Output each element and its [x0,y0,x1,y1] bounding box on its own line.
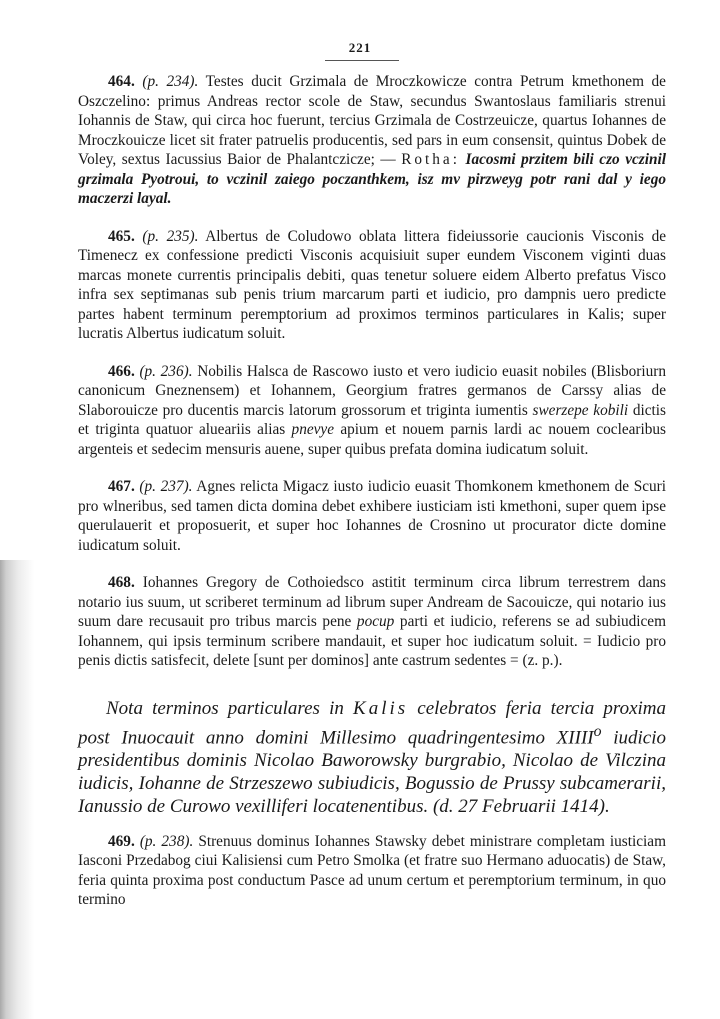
entry-text: Agnes relicta Migacz iusto iudicio euasit Thomkonem kmethonem de Scuri pro wlneribus, sed tamen dicta domina debet exhibere iusticiam isti kmethoni, super quem ipse querulauerit et proposuerit, et super hoc Iohannes de Crosnino ut procurator dicte domine iudicatum soluit. [78,478,666,554]
rotha-label: Rotha: [401,151,460,168]
scan-edge-shadow [0,560,34,1019]
entry-469 [78,832,666,910]
heading-place: Kalis [353,697,409,719]
vernacular-term: pocup [356,613,395,630]
vernacular-text: Iacosmi przitem bili czo vczinil grzimala Pyotroui, to vczinil zaiego poczanthkem, isz mv pirzweyg potr rani dal y iego maczerzi layal. [78,151,666,207]
entry-text: parti et iudicio, referens se ad subiudicem Iohannem, qui ipsis terminum scribere mandauit, et super hoc iudicatum soluit. = Iudicio pro penis dictis satisfecit, delete [sunt per dominos] ante castrum sedentes = (z. p.). [78,613,666,669]
heading-text: iudicio presidentibus dominis Nicolao Baworowsky burgrabio, Nicolao de Vilczina iudicis, Iohanne de Strzeszewo subiudicis, Bogussio de Prussy subcamerarii, Ianussio de Curowo vexilliferi locatenentibus. (d. 27 Februarii 1414). [78,726,666,817]
entry-page-ref: (p. 234). [142,73,199,90]
entry-number: 465. [108,227,135,245]
entry-number: 464. [108,73,135,90]
entry-467 [78,477,666,555]
heading-text: Nota terminos particulares in [106,697,354,719]
entry-466 [78,362,666,460]
entry-465 [78,227,666,344]
page-number-rule [325,60,399,61]
entry-text: Albertus de Coludowo oblata littera fideiussorie caucionis Visconis de Timenecz ex confessione predicti Visconis acquisiuit super eundem Visconem viginti duas marcas monete currentis principalis debiti, quas tenetur soluere eidem Alberto prefatus Visco infra sex septimanas sub penis trium marcarum parti et iudicio, pro dampnis uero predicte partes habent terminum peremptorium ad proximos terminos particulares in Kalis; super lucratis Albertus iudicatum soluit. [78,227,667,342]
text-body [78,72,666,928]
entry-page-ref: (p. 237). [139,478,193,495]
heading-text: celebratos feria tercia proxima post Inuocauit anno domini Millesimo quadringentesimo XIIII [78,697,666,748]
vernacular-term: pnevye [291,421,335,438]
entry-text: apium et nouem parnis lardi ac nouem coclearibus argenteis et sedecim mensuris auene, super quibus prefata domina iudicatum soluit. [78,421,666,458]
entry-page-ref: (p. 235). [142,227,199,245]
entry-468 [78,573,666,671]
section-heading [78,697,666,818]
entry-page-ref: (p. 238). [139,832,194,850]
entry-number: 468. [108,574,135,591]
entry-464 [78,72,666,209]
page-number: 221 [348,40,372,55]
heading-superscript: o [593,722,602,740]
entry-number: 469. [108,832,135,850]
entry-text: Nobilis Halsca de Rascowo iusto et vero iudicio euasit nobiles (Blisboriurn canonicum Gneznensem) et Iohannem, Georgium fratres germanos de Carssy alias de Slaborouicze pro ducentis marcis latorum grossorum et triginta iumentis [78,362,666,419]
entry-text: Iohannes Gregory de Cothoiedsco astitit terminum circa librum terrestrem dans notario ius suum, ut scriberet terminum ad librum super Andream de Sacouicze, qui notario ius suum dare recusauit pro tribus marcis pene [78,574,666,630]
entry-number: 467. [108,478,135,495]
entry-text: Testes ducit Grzimala de Mroczkowicze contra Petrum kmethonem de Oszczelino: primus Andreas rector scole de Staw, secundus Swantoslaus familiaris strenui Iohannis de Staw, qui circa hoc fuerunt, tercius Grzimala de Costrzeuicze, quartus Iohannes de Mroczkouicze licet sit frater patruelis producentis, sed pars in eum consensit, quintus Dobek de Voley, sextus Iacussius Baior de Phalantczicze; — [78,73,666,168]
entry-page-ref: (p. 236). [139,362,193,380]
entry-number: 466. [108,362,135,380]
entry-text: dictis et triginta quatuor alueariis alias [78,401,666,438]
entry-text: Strenuus dominus Iohannes Stawsky debet ministrare completam iusticiam Iasconi Przedabog ciui Kalisiensi cum Petro Smolka (et fratre suo Hermano aduocatis) de Staw, feria quinta proxima post conductum Pasce ad unum certum et peremptorium terminum, in quo termino [78,832,666,909]
vernacular-term: swerzepe kobili [532,401,629,419]
